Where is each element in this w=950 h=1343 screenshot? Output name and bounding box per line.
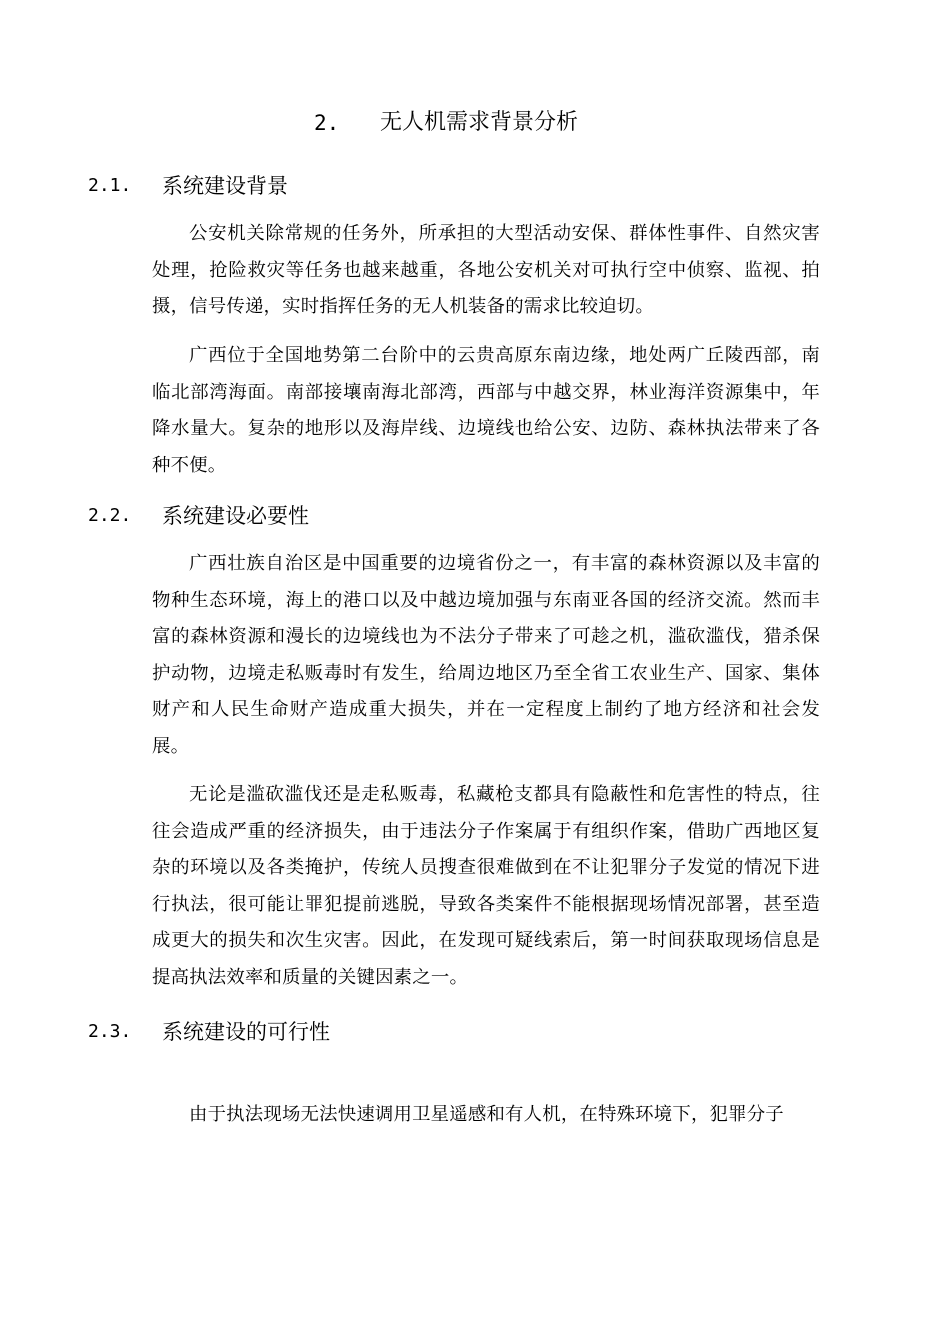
section-title: 系统建设必要性 [162,504,309,528]
paragraph: 广西位于全国地势第二台阶中的云贵高原东南边缘，地处两广丘陵西部，南临北部湾海面。南部接壤南海北部湾，西部与中越交界，林业海洋资源集中，年降水量大。复杂的地形以及海岸线、边境线也给公安、边防、森林执法带来了各种不便。 [152,345,820,476]
section-title: 系统建设的可行性 [162,1020,330,1044]
section-title: 系统建设背景 [162,174,288,198]
paragraph: 广西壮族自治区是中国重要的边境省份之一，有丰富的森林资源以及丰富的物种生态环境，海上的港口以及中越边境加强与东南亚各国的经济交流。然而丰富的森林资源和漫长的边境线也为不法分子带来了可趁之机，滥砍滥伐，猎杀保护动物，边境走私贩毒时有发生，给周边地区乃至全省工农业生产、国家、集体财产和人民生命财产造成重大损失，并在一定程度上制约了地方经济和社会发展。 [152,553,820,757]
paragraph: 公安机关除常规的任务外，所承担的大型活动安保、群体性事件、自然灾害处理，抢险救灾等任务也越来越重，各地公安机关对可执行空中侦察、监视、拍摄，信号传递，实时指挥任务的无人机装备的需求比较迫切。 [152,223,820,317]
chapter-number: 2. [314,111,340,135]
section-number: 2.3. [88,1021,132,1042]
section-number: 2.1. [88,175,132,196]
chapter-title: 无人机需求背景分析 [380,110,579,135]
section-number: 2.2. [88,505,132,526]
paragraph: 由于执法现场无法快速调用卫星遥感和有人机，在特殊环境下，犯罪分子 [189,1104,784,1125]
paragraph: 无论是滥砍滥伐还是走私贩毒，私藏枪支都具有隐蔽性和危害性的特点，往往会造成严重的经济损失，由于违法分子作案属于有组织作案，借助广西地区复杂的环境以及各类掩护，传统人员搜查很难做到在不让犯罪分子发觉的情况下进行执法，很可能让罪犯提前逃脱，导致各类案件不能根据现场情况部署，甚至造成更大的损失和次生灾害。因此，在发现可疑线索后，第一时间获取现场信息是提高执法效率和质量的关键因素之一。 [152,784,820,988]
